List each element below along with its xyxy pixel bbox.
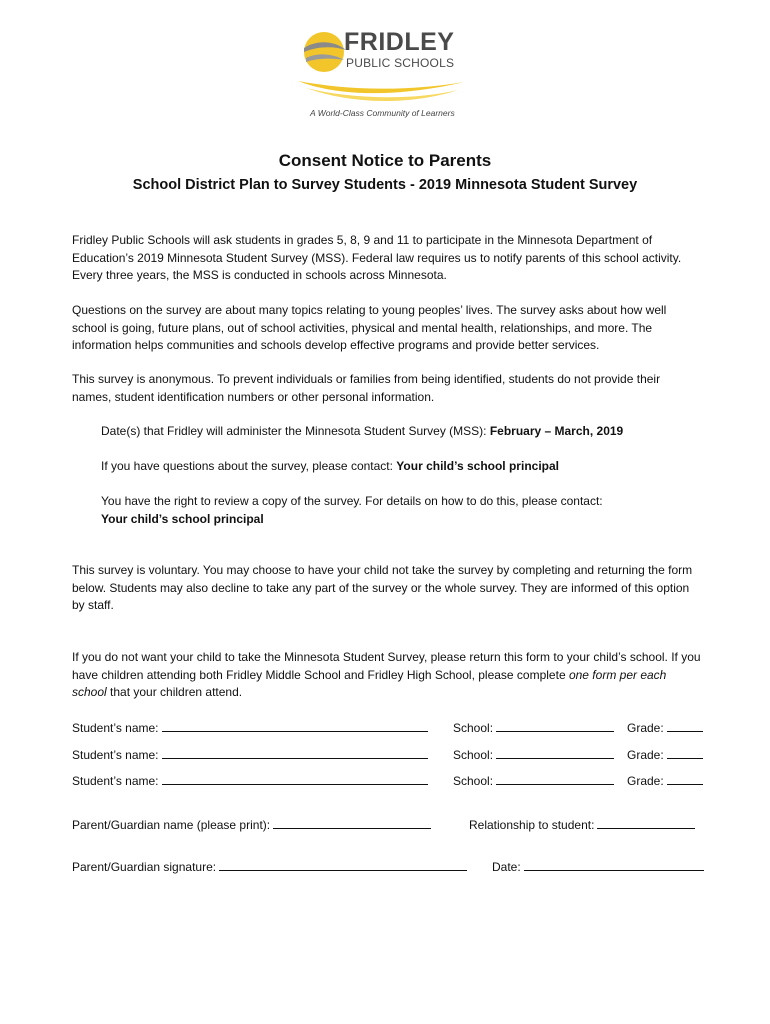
school-label: School: — [453, 721, 494, 735]
paragraph-voluntary: This survey is voluntary. You may choose to have your child not take the survey by completing and returning the form below. Students may also decline to take any part of the survey or the whole survey. They are informed of this option by staff. — [72, 563, 693, 612]
parent-name-field[interactable] — [273, 815, 431, 829]
return-form-text-b: that your children attend. — [106, 685, 243, 699]
school-label: School: — [453, 774, 494, 788]
grade-label: Grade: — [627, 748, 664, 762]
student-name-field[interactable] — [162, 745, 428, 759]
relationship-field[interactable] — [597, 815, 695, 829]
survey-review-label: You have the right to review a copy of the survey. For details on how to do this, please contact: — [101, 494, 603, 508]
student-name-row-2 — [72, 745, 428, 762]
student-name-label: Student’s name: — [72, 721, 159, 735]
relationship-label: Relationship to student: — [469, 818, 595, 832]
student-name-row-3 — [72, 771, 428, 788]
return-form-emphasis: one form per each school — [72, 667, 667, 699]
grade-field[interactable] — [667, 745, 703, 759]
survey-contact-value: Your child’s school principal — [396, 459, 559, 473]
signature-field[interactable] — [219, 857, 467, 871]
school-field[interactable] — [496, 771, 614, 785]
paragraph-return-form — [72, 649, 702, 702]
signature-row — [72, 857, 467, 874]
student-name-row-1 — [72, 718, 428, 735]
parent-name-label: Parent/Guardian name (please print): — [72, 818, 271, 832]
logo-subtitle: PUBLIC SCHOOLS — [346, 56, 455, 70]
survey-contact-label: If you have questions about the survey, please contact: — [101, 459, 397, 473]
student-name-field[interactable] — [162, 771, 428, 785]
paragraph-intro: Fridley Public Schools will ask students in grades 5, 8, 9 and 11 to participate in the Minnesota Department of Education’s 2019 Minnesota Student Survey (MSS). Federal law requires us to notify parents of this school activity. Every three years, the MSS is conducted in schools across Minnesota. — [72, 233, 682, 282]
relationship-row — [469, 815, 695, 832]
document-subtitle: School District Plan to Survey Students - 2019 Minnesota Student Survey — [132, 177, 638, 193]
grade-row-3 — [627, 771, 703, 788]
grade-label: Grade: — [627, 721, 664, 735]
student-name-label: Student’s name: — [72, 774, 159, 788]
survey-dates — [101, 423, 701, 441]
date-label: Date: — [492, 860, 521, 874]
student-name-field[interactable] — [162, 718, 428, 732]
school-row-1 — [453, 718, 614, 735]
document-title: Consent Notice to Parents — [278, 151, 492, 170]
paragraph-topics: Questions on the survey are about many topics relating to young peoples’ lives. The survey asks about how well school is going, future plans, out of school activities, physical and mental health, relationships, and more. The information helps communities and schools develop effective programs and provide better services. — [72, 303, 667, 352]
student-name-label: Student’s name: — [72, 748, 159, 762]
grade-row-2 — [627, 745, 703, 762]
grade-field[interactable] — [667, 771, 703, 785]
survey-contact — [101, 458, 701, 476]
survey-review-value: Your child’s school principal — [101, 511, 264, 526]
survey-dates-value: February – March, 2019 — [489, 424, 624, 438]
school-field[interactable] — [496, 745, 614, 759]
signature-label: Parent/Guardian signature: — [72, 860, 217, 874]
survey-dates-label: Date(s) that Fridley will administer the Minnesota Student Survey (MSS): — [101, 424, 490, 438]
date-field[interactable] — [524, 857, 704, 871]
logo-tagline: A World-Class Community of Learners — [310, 108, 455, 118]
grade-row-1 — [627, 718, 703, 735]
fridley-logo — [296, 26, 466, 122]
school-field[interactable] — [496, 718, 614, 732]
logo-name: FRIDLEY — [344, 28, 455, 56]
survey-review — [101, 493, 701, 528]
school-row-2 — [453, 745, 614, 762]
parent-name-row — [72, 815, 431, 832]
paragraph-anonymous: This survey is anonymous. To prevent individuals or families from being identified, students do not provide their names, student identification numbers or other personal information. — [72, 372, 661, 404]
school-row-3 — [453, 771, 614, 788]
grade-field[interactable] — [667, 718, 703, 732]
school-label: School: — [453, 748, 494, 762]
return-form-text-a: If you do not want your child to take the Minnesota Student Survey, please return this form to your child’s school. If you have children attending both Fridley Middle School and Fridley High School, please complete — [72, 650, 701, 682]
grade-label: Grade: — [627, 774, 664, 788]
date-row — [492, 857, 704, 874]
